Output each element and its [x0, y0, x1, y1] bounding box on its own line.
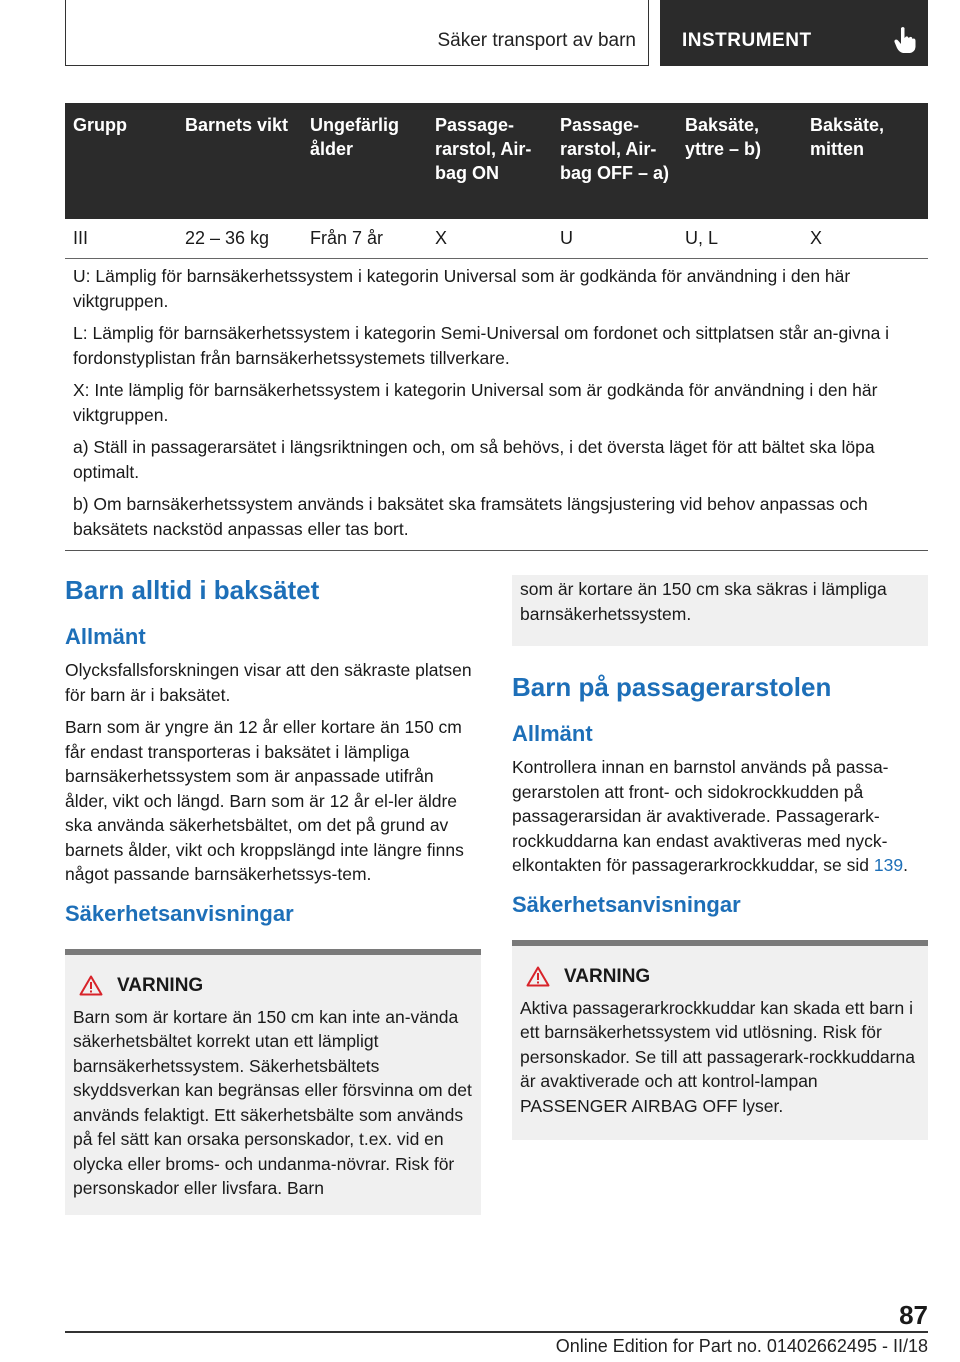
note-u: U: Lämplig för barnsäkerhetssystem i kategorin Universal som är godkända för användning i den här viktgruppen. [73, 266, 851, 311]
warning-triangle-icon [79, 975, 103, 996]
table-cell: U, L [677, 219, 802, 258]
warning-heading [520, 966, 920, 988]
note-l: L: Lämplig för barnsäkerhetssystem i kategorin Semi-Universal om fordonet och sittplatsen står an-givna i fordonstyplistan från barnsäkerhetssystemets tillverkare. [73, 323, 890, 368]
child-seat-group-table [65, 103, 928, 259]
table-cell: III [65, 219, 177, 258]
section-title: Säker transport av barn [437, 30, 636, 51]
chapter-tab [660, 0, 928, 66]
paragraph: Olycksfallsforskningen visar att den säkraste platsen för barn är i baksätet. [65, 660, 472, 705]
paragraph-end: . [903, 855, 908, 875]
warning-continuation [512, 575, 928, 646]
table-cell: X [802, 219, 928, 258]
table-header-row [65, 103, 928, 219]
warning-text: Barn som är kortare än 150 cm kan inte an-vända säkerhetsbältet korrekt utan ett lämpligt barnsäkerhetssystem. Säkerhetsbältets skyddsverkan kan begränsas eller försvinna om det används felaktigt. Ett säkerhetsbälte som används på fel sätt kan orsaka personskador, t.ex. vid en olycka eller broms- och undanma-növrar. Risk för personskador eller livsfara. Barn [73, 1006, 472, 1198]
section-heading: Barn alltid i baksätet [65, 575, 320, 605]
warning-text: Aktiva passagerarkrockkuddar kan skada ett barn i ett barnsäkerhetssystem vid utlösning. Risk för personskador. Se till att passagerark-rockkuddarna är avaktiverade och att kontrol-lampan PASSENGER AIRBAG OFF lyser. [520, 997, 915, 1116]
col-header: Passage-rarstol, Air-bag OFF – a) [552, 103, 677, 219]
table-notes [65, 264, 928, 549]
warning-heading [73, 975, 473, 997]
warning-text: som är kortare än 150 cm ska säkras i lämpliga barnsäkerhetssystem. [520, 579, 887, 624]
subheading-general: Allmänt [65, 624, 146, 649]
note-a: a) Ställ in passagerarsätet i längsriktningen och, om så behövs, i det översta läget för att bältet ska löpa optimalt. [73, 437, 875, 482]
footer-divider [65, 1331, 928, 1333]
chapter-label: INSTRUMENT [682, 30, 812, 51]
table-row [65, 219, 928, 258]
note-b: b) Om barnsäkerhetssystem används i baksätet ska framsätets längsjustering vid behov anpassas och baksätets nackstöd anpassas eller tas bort. [73, 494, 868, 539]
warning-triangle-icon [526, 966, 550, 987]
warning-box [65, 949, 481, 1215]
col-header: Passage-rarstol, Air-bag ON [427, 103, 552, 219]
section-title-box [65, 0, 649, 66]
section-heading: Barn på passagerarstolen [512, 672, 832, 702]
divider [65, 550, 928, 551]
table-cell: 22 – 36 kg [177, 219, 302, 258]
col-header: Baksäte, yttre – b) [677, 103, 802, 219]
page-link[interactable]: 139 [873, 855, 904, 875]
page-header [65, 0, 928, 66]
left-column [65, 575, 481, 1215]
note-x: X: Inte lämplig för barnsäkerhetssystem i kategorin Universal som är godkända för användning i den här viktgruppen. [73, 380, 878, 425]
edition-text: Online Edition for Part no. 01402662495 - II/18 [555, 1336, 928, 1356]
subheading-general: Allmänt [512, 721, 593, 746]
table-cell: U [552, 219, 677, 258]
hand-pointer-icon [894, 26, 916, 54]
page-number: 87 [899, 1300, 928, 1330]
subheading-safety: Säkerhetsanvisningar [512, 891, 741, 917]
paragraph [512, 755, 928, 878]
col-header: Barnets vikt [177, 103, 302, 219]
warning-label: VARNING [117, 974, 204, 996]
table-cell: Från 7 år [302, 219, 427, 258]
col-header: Baksäte, mitten [802, 103, 928, 219]
paragraph-text: Kontrollera innan en barnstol används på passa-gerarstolen att front- och sidokrockkudden på passagerarsidan är avaktiverade. Passagerark-rockkuddarna kan endast avaktiveras med nyck-elkontakten för passagerarkrockkuddar, se sid [512, 757, 889, 875]
col-header: Grupp [65, 103, 177, 219]
table-cell: X [427, 219, 552, 258]
warning-box [512, 940, 928, 1141]
col-header: Ungefärlig ålder [302, 103, 427, 219]
subheading-safety: Säkerhetsanvisningar [65, 900, 294, 926]
warning-label: VARNING [564, 965, 651, 987]
right-column [512, 575, 928, 1140]
paragraph: Barn som är yngre än 12 år eller kortare än 150 cm får endast transporteras i baksätet i lämpliga barnsäkerhetssystem som är anpassade utifrån ålder, vikt och längd. Barn som är 12 år el-ler äldre ska använda säkerhetsbältet, om det på grund av barnets ålder, vikt och kroppslängd inte längre finns något passande barnsäkerhetssys-tem. [65, 717, 464, 884]
